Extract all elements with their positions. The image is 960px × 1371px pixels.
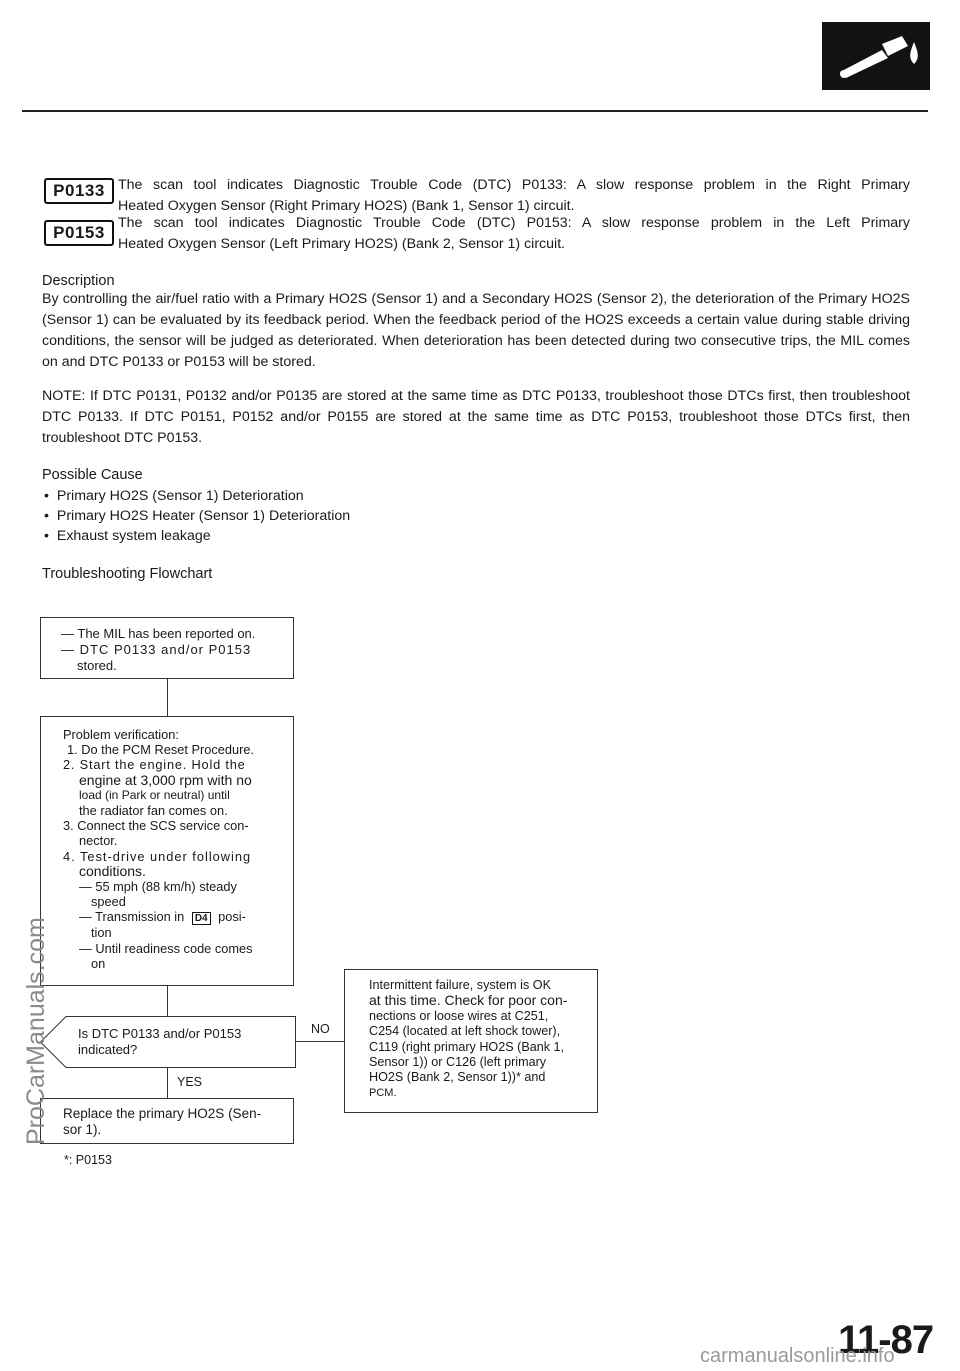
verify-step-2c: load (in Park or neutral) until [79, 787, 230, 802]
verify-cond-2c: tion [91, 925, 112, 941]
verify-step-2d: the radiator fan comes on. [79, 803, 228, 819]
description-heading: Description [42, 273, 115, 289]
note-text: NOTE: If DTC P0131, P0132 and/or P0135 are stored at the same time as DTC P0133, troubleshoot those DTCs first, then troubleshoot DTC P0133. If DTC P0151, P0152 and/or P0155 are stored at the same time as DTC P0153, troubleshoot those DTCs first, then troubleshoot DTC P0153. [42, 388, 910, 446]
intermittent-failure-box [344, 969, 598, 1113]
verify-step-3a: 3. Connect the SCS service con- [63, 818, 249, 834]
verify-step-2a: 2. Start the engine. Hold the [63, 757, 246, 773]
intermittent-line-4: C254 (located at left shock tower), [369, 1024, 561, 1039]
dtc-p0133-line1: The scan tool indicates Diagnostic Trouble Code (DTC) P0133: A slow response problem in the Right Primary [118, 177, 910, 193]
intermittent-line-1: Intermittent failure, system is OK [369, 978, 551, 992]
list-item: • Primary HO2S Heater (Sensor 1) Deterioration [44, 508, 351, 524]
verify-step-4b: conditions. [79, 862, 146, 879]
verify-cond-1b: speed [91, 894, 126, 910]
dtc-p0133-text [118, 175, 910, 217]
connector-line [296, 1041, 344, 1042]
cause-list [44, 486, 350, 546]
intermittent-line-6: Sensor 1)) or C126 (left primary [369, 1055, 547, 1070]
verify-step-2b: engine at 3,000 rpm with no [79, 771, 252, 788]
connector-line [167, 986, 168, 1016]
dtc-p0153-line2: Heated Oxygen Sensor (Left Primary HO2S) (Bank 2, Sensor 1) circuit. [118, 236, 566, 252]
dtc-p0153-line1: The scan tool indicates Diagnostic Trouble Code (DTC) P0153: A slow response problem in the Left Primary [118, 215, 910, 231]
description-body: By controlling the air/fuel ratio with a Primary HO2S (Sensor 1) and a Secondary HO2S (Sensor 2), the deterioration of the Primary HO2S (Sensor 1) can be evaluated by its feedback period. When the feedback period of the HO2S exceeds a certain value during stable driving conditions, the sensor will be judged as deteriorated. When deterioration has been detected during two consecutive trips, the MIL comes on and DTC P0133 or P0153 will be stored. [42, 291, 910, 370]
verify-step-4a: 4. Test-drive under following [63, 848, 252, 864]
verify-cond-3b: on [91, 955, 106, 971]
section-logo-fuel-icon [822, 22, 930, 90]
footnote: *: P0153 [64, 1153, 112, 1167]
flowchart-start-box [40, 617, 294, 679]
verify-cond-1a: — 55 mph (88 km/h) steady [79, 879, 237, 895]
verify-title: Problem verification: [63, 727, 179, 742]
cause-item-1: Primary HO2S (Sensor 1) Deterioration [56, 488, 304, 504]
verify-cond-2b: posi- [218, 909, 246, 925]
replace-sensor-box [40, 1098, 294, 1144]
start-line-3: stored. [77, 658, 117, 673]
header-rule [22, 110, 928, 112]
problem-verification-box [40, 716, 294, 986]
start-line-1: — The MIL has been reported on. [61, 626, 256, 641]
replace-line-1: Replace the primary HO2S (Sen- [63, 1106, 262, 1121]
intermittent-line-2: at this time. Check for poor con- [369, 992, 568, 1009]
intermittent-line-7: HO2S (Bank 2, Sensor 1))* and [369, 1070, 546, 1085]
dtc-p0153-text [118, 213, 910, 255]
replace-line-2: sor 1). [63, 1122, 102, 1137]
page-number: 11-87 [838, 1318, 934, 1362]
watermark-bottom: carmanualsonline.info [700, 1345, 895, 1367]
verify-cond-2a-text: — Transmission in [79, 909, 185, 925]
dtc-p0133-line2: Heated Oxygen Sensor (Right Primary HO2S) (Bank 1, Sensor 1) circuit. [118, 198, 575, 214]
verify-cond-3a: — Until readiness code comes [79, 940, 253, 956]
cause-item-3: Exhaust system leakage [56, 528, 211, 544]
list-item: • Primary HO2S (Sensor 1) Deterioration [44, 488, 304, 504]
connector-line [167, 1068, 168, 1098]
verify-step-3b: nector. [79, 833, 118, 849]
no-label: NO [311, 1022, 330, 1036]
yes-label: YES [177, 1075, 203, 1089]
dtc-badge-p0153: P0153 [44, 220, 114, 246]
dtc-badge-p0133: P0133 [44, 178, 114, 204]
intermittent-line-8: PCM. [369, 1086, 397, 1099]
watermark-vertical: ProCarManuals.com [22, 917, 50, 1145]
d4-gear-icon: D4 [192, 912, 211, 925]
verify-cond-2a [63, 909, 277, 925]
intermittent-line-5: C119 (right primary HO2S (Bank 1, [369, 1039, 565, 1054]
connector-line [167, 679, 168, 716]
decision-diamond [40, 1016, 296, 1068]
intermittent-line-3: nections or loose wires at C251, [369, 1008, 549, 1023]
start-line-2: — DTC P0133 and/or P0153 [61, 642, 252, 657]
verify-step-1: 1. Do the PCM Reset Procedure. [67, 742, 255, 758]
possible-cause-heading: Possible Cause [42, 467, 143, 483]
flowchart-heading: Troubleshooting Flowchart [42, 566, 213, 582]
cause-item-2: Primary HO2S Heater (Sensor 1) Deterioration [56, 508, 351, 524]
list-item: • Exhaust system leakage [44, 528, 211, 544]
decision-line-1: Is DTC P0133 and/or P0153 [78, 1026, 242, 1041]
decision-line-2: indicated? [78, 1042, 138, 1057]
